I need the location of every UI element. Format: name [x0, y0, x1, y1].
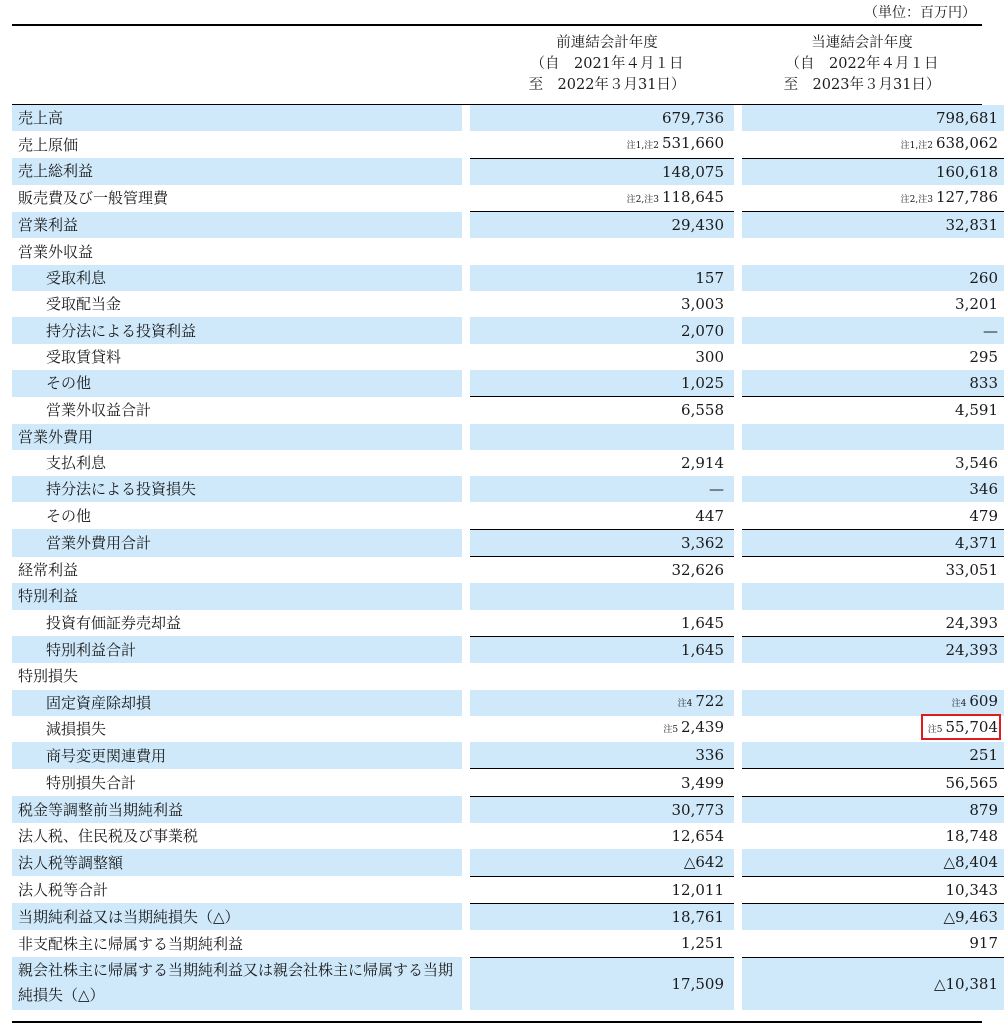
table-row	[12, 344, 1004, 370]
prev-value: 3,003	[681, 295, 724, 314]
curr-value: △9,463	[742, 903, 1004, 930]
curr-value: 160,618	[742, 158, 1004, 185]
row-label: 販売費及び一般管理費	[18, 189, 169, 208]
note-ref: 注4	[677, 699, 693, 710]
prev-cell	[470, 690, 734, 716]
prev-value: 18,761	[470, 903, 734, 930]
prev-value: 1,645	[470, 636, 734, 663]
row-label: 売上総利益	[12, 158, 462, 185]
row-label: 営業外収益合計	[46, 401, 152, 420]
prev-value: 3,362	[470, 529, 734, 556]
table-row	[12, 903, 1004, 930]
curr-value	[742, 238, 1004, 264]
curr-value: —	[742, 317, 1004, 343]
row-label: 税金等調整前当期純利益	[12, 796, 462, 823]
prev-value: 1,251	[681, 934, 724, 953]
prev-value: 157	[470, 265, 734, 291]
row-label: 受取賃貸料	[46, 347, 122, 366]
curr-period-to: 至 2023年３月31日）	[783, 77, 941, 93]
top-rule	[12, 24, 982, 26]
row-label: 法人税等調整額	[12, 849, 462, 876]
curr-value: 24,393	[945, 613, 998, 632]
prev-value: —	[470, 476, 734, 502]
column-header	[12, 27, 982, 106]
curr-value	[742, 583, 1004, 609]
row-label: その他	[46, 506, 92, 525]
prev-value: 6,558	[470, 397, 734, 424]
curr-value: 18,748	[945, 827, 998, 846]
prev-value	[470, 424, 734, 450]
curr-cell	[742, 185, 1004, 212]
row-label: 持分法による投資利益	[12, 317, 462, 343]
curr-value	[742, 424, 1004, 450]
prev-value	[470, 663, 734, 689]
prev-value: 29,430	[470, 212, 734, 239]
prev-value: 118,645	[661, 187, 724, 206]
table-row	[12, 823, 1004, 849]
note-ref: 注4	[951, 699, 967, 710]
curr-value: 56,565	[742, 769, 1004, 796]
curr-period-header	[737, 33, 987, 96]
prev-value: 679,736	[470, 105, 734, 131]
prev-value: 300	[695, 347, 724, 366]
table-row	[12, 238, 1004, 264]
table-row	[12, 636, 1004, 663]
prev-value: 1,025	[470, 370, 734, 397]
table-row	[12, 610, 1004, 637]
table-row	[12, 769, 1004, 796]
note-ref: 注1,注2	[900, 140, 933, 151]
row-label: 当期純利益又は当期純損失（△）	[12, 903, 462, 930]
prev-value: 3,499	[470, 769, 734, 796]
row-label: 受取利息	[12, 265, 462, 291]
row-label: 持分法による投資損失	[12, 476, 462, 502]
row-label: 投資有価証券売却益	[46, 614, 182, 633]
curr-value: △8,404	[742, 849, 1004, 876]
curr-value: 55,704	[945, 718, 998, 737]
prev-value: 148,075	[470, 158, 734, 185]
prev-value: 12,011	[470, 876, 734, 903]
table-row	[12, 930, 1004, 957]
row-label: 売上原価	[18, 135, 79, 154]
table-row	[12, 690, 1004, 716]
prev-value: 12,654	[671, 827, 724, 846]
row-label: 固定資産除却損	[12, 690, 462, 716]
table-row	[12, 716, 1004, 742]
curr-value: 3,201	[955, 295, 998, 314]
curr-value: 638,062	[935, 133, 998, 152]
table-row	[12, 663, 1004, 689]
prev-value: △642	[470, 849, 734, 876]
unit-label: （単位：百万円）	[864, 5, 976, 21]
highlighted-value-box	[924, 717, 998, 737]
row-label: その他	[12, 370, 462, 397]
note-ref: 注2,注3	[626, 194, 659, 205]
curr-cell	[742, 131, 1004, 158]
row-label: 営業外費用	[12, 424, 462, 450]
curr-value: 609	[969, 692, 998, 711]
prev-cell	[470, 716, 734, 742]
prev-value: 531,660	[661, 133, 724, 152]
curr-value: 33,051	[742, 557, 1004, 584]
prev-value: 2,439	[681, 718, 724, 737]
table-row	[12, 796, 1004, 823]
table-row	[12, 131, 1004, 158]
row-label: 法人税、住民税及び事業税	[18, 827, 199, 846]
prev-value: 336	[470, 742, 734, 769]
row-label: 特別損失	[18, 667, 79, 686]
prev-value: 2,914	[681, 454, 724, 472]
table-row	[12, 158, 1004, 185]
note-ref: 注5	[927, 725, 943, 736]
prev-value: 17,509	[470, 957, 734, 1010]
curr-cell	[742, 690, 1004, 716]
table-row	[12, 583, 1004, 609]
prev-cell	[470, 131, 734, 158]
curr-period-from: （自 2022年４月１日	[785, 56, 939, 72]
table-row	[12, 557, 1004, 584]
prev-value: 1,645	[681, 613, 724, 632]
table-row	[12, 291, 1004, 317]
prev-period-header	[482, 33, 732, 96]
curr-value: 10,343	[742, 876, 1004, 903]
row-label: 法人税等合計	[18, 880, 109, 899]
table-row	[12, 370, 1004, 397]
curr-cell	[742, 716, 1004, 742]
note-ref: 注2,注3	[900, 194, 933, 205]
table-row	[12, 424, 1004, 450]
table-row	[12, 265, 1004, 291]
table-row	[12, 529, 1004, 556]
curr-value: 32,831	[742, 212, 1004, 239]
curr-value: 251	[742, 742, 1004, 769]
income-statement-table	[12, 105, 1004, 1010]
prev-cell	[470, 185, 734, 212]
row-label: 経常利益	[18, 560, 79, 579]
row-label: 非支配株主に帰属する当期純利益	[18, 934, 244, 953]
table-row	[12, 185, 1004, 212]
note-ref: 注1,注2	[626, 140, 659, 151]
row-label: 商号変更関連費用	[12, 742, 462, 769]
curr-period-title: 当連結会計年度	[811, 35, 913, 51]
row-label: 特別損失合計	[46, 773, 137, 792]
prev-value: 32,626	[470, 557, 734, 584]
prev-period-title: 前連結会計年度	[556, 35, 658, 51]
row-label: 親会社株主に帰属する当期純利益又は親会社株主に帰属する当期純損失（△）	[12, 957, 462, 1010]
note-ref: 注5	[663, 725, 679, 736]
table-row	[12, 450, 1004, 476]
curr-value: 260	[742, 265, 1004, 291]
prev-period-to: 至 2022年３月31日）	[528, 77, 686, 93]
table-row	[12, 957, 1004, 1010]
curr-value: 833	[742, 370, 1004, 397]
table-row	[12, 212, 1004, 239]
table-row	[12, 476, 1004, 502]
row-label: 減損損失	[46, 719, 107, 738]
prev-value: 447	[695, 506, 724, 525]
row-label: 支払利息	[46, 454, 107, 472]
curr-value: 295	[969, 347, 998, 366]
curr-value: 4,371	[742, 529, 1004, 556]
table-row	[12, 397, 1004, 424]
curr-value: 917	[969, 934, 998, 953]
row-label: 特別利益合計	[12, 636, 462, 663]
curr-value: 479	[969, 506, 998, 525]
bottom-rule	[12, 1021, 982, 1023]
prev-value: 722	[695, 692, 724, 711]
row-label: 売上高	[12, 105, 462, 131]
table-row	[12, 502, 1004, 529]
curr-value: 127,786	[935, 187, 998, 206]
prev-value	[470, 583, 734, 609]
curr-value: 24,393	[742, 636, 1004, 663]
curr-value: 798,681	[742, 105, 1004, 131]
curr-value: 879	[742, 796, 1004, 823]
curr-value: 3,546	[955, 454, 998, 472]
prev-value	[470, 238, 734, 264]
table-row	[12, 317, 1004, 343]
prev-value: 30,773	[470, 796, 734, 823]
curr-value: 346	[742, 476, 1004, 502]
row-label: 営業外費用合計	[12, 529, 462, 556]
row-label: 特別利益	[12, 583, 462, 609]
curr-value: △10,381	[742, 957, 1004, 1010]
row-label: 営業利益	[12, 212, 462, 239]
prev-period-from: （自 2021年４月１日	[530, 56, 684, 72]
row-label: 受取配当金	[46, 295, 122, 314]
table-row	[12, 742, 1004, 769]
curr-value: 4,591	[742, 397, 1004, 424]
table-row	[12, 876, 1004, 903]
table-row	[12, 105, 1004, 131]
prev-value: 2,070	[470, 317, 734, 343]
curr-value	[742, 663, 1004, 689]
row-label: 営業外収益	[18, 242, 94, 261]
table-row	[12, 849, 1004, 876]
